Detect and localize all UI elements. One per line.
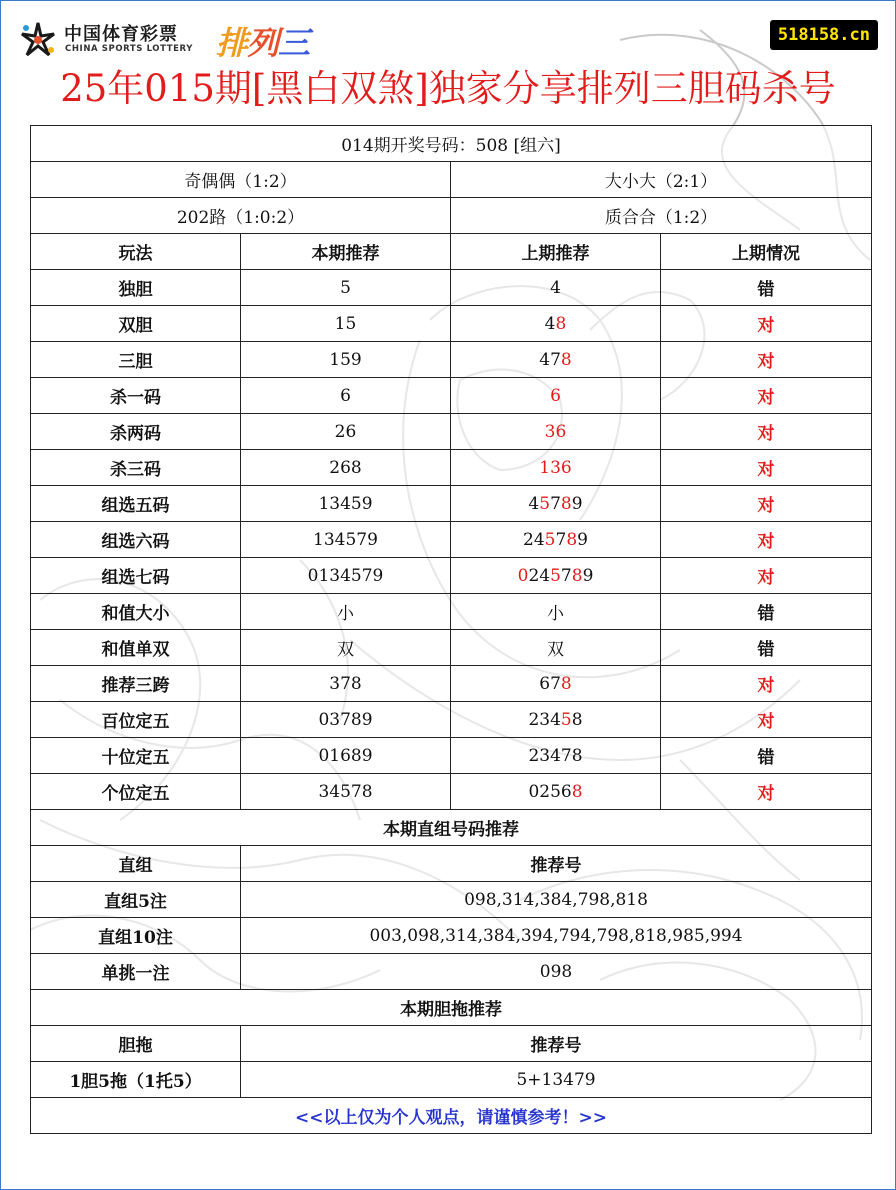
direct-numbers: 003,098,314,384,394,794,798,818,985,994 — [241, 918, 872, 954]
prediction-row — [31, 342, 872, 378]
play-type: 杀三码 — [31, 450, 241, 486]
previous-recommendation — [451, 414, 661, 450]
prediction-row — [31, 306, 872, 342]
prime-composite-pattern: 质合合（1:2） — [451, 198, 872, 234]
direct-row — [31, 954, 872, 990]
column-header-row — [31, 234, 872, 270]
previous-recommendation — [451, 738, 661, 774]
previous-result: 对 — [661, 558, 872, 594]
current-recommendation: 01689 — [241, 738, 451, 774]
play-type: 和值大小 — [31, 594, 241, 630]
play-type: 组选五码 — [31, 486, 241, 522]
current-recommendation: 34578 — [241, 774, 451, 810]
previous-result: 对 — [661, 306, 872, 342]
big-small-pattern: 大小大（2:1） — [451, 162, 872, 198]
miss-digits: 234 — [528, 709, 561, 730]
brand-wordmark: 排列三 — [216, 24, 310, 62]
hit-digits: 5 — [560, 709, 572, 730]
current-recommendation: 26 — [241, 414, 451, 450]
miss-digits: 4 — [528, 493, 540, 514]
miss-digits: 7 — [555, 529, 567, 550]
disclaimer-text: <<以上仅为个人观点，请谨慎参考！>> — [31, 1098, 872, 1134]
current-recommendation: 03789 — [241, 702, 451, 738]
current-recommendation: 378 — [241, 666, 451, 702]
drag-label: 1胆5拖（1托5） — [31, 1062, 241, 1098]
hit-digits: 36 — [544, 421, 567, 442]
prediction-row — [31, 378, 872, 414]
logo-english-text: CHINA SPORTS LOTTERY — [65, 44, 193, 54]
previous-result: 错 — [661, 630, 872, 666]
column-header: 玩法 — [31, 234, 241, 270]
column-header: 上期推荐 — [451, 234, 661, 270]
prediction-row — [31, 558, 872, 594]
direct-row — [31, 882, 872, 918]
previous-result: 对 — [661, 378, 872, 414]
previous-recommendation — [451, 306, 661, 342]
hit-digits: 5 — [550, 565, 561, 586]
previous-recommendation — [451, 702, 661, 738]
current-recommendation: 13459 — [241, 486, 451, 522]
miss-digits: 4 — [550, 277, 561, 298]
hit-digits: 5 — [544, 529, 556, 550]
previous-recommendation — [451, 522, 661, 558]
current-recommendation: 小 — [241, 594, 451, 630]
current-recommendation: 134579 — [241, 522, 451, 558]
hit-digits: 8 — [560, 349, 572, 370]
prediction-row — [31, 522, 872, 558]
hit-digits: 8 — [560, 673, 572, 694]
play-type: 百位定五 — [31, 702, 241, 738]
current-recommendation: 6 — [241, 378, 451, 414]
play-type: 双胆 — [31, 306, 241, 342]
previous-result: 对 — [661, 522, 872, 558]
current-recommendation: 0134579 — [241, 558, 451, 594]
play-type: 推荐三跨 — [31, 666, 241, 702]
direct-label: 直组5注 — [31, 882, 241, 918]
previous-recommendation — [451, 378, 661, 414]
current-recommendation: 159 — [241, 342, 451, 378]
direct-numbers: 098 — [241, 954, 872, 990]
page-title: 25年015期[黑白双煞]独家分享排列三胆码杀号 — [60, 67, 836, 110]
direct-section-title: 本期直组号码推荐 — [31, 810, 872, 846]
miss-digits: 24 — [528, 565, 551, 586]
hit-digits: 0 — [517, 565, 529, 586]
miss-digits: 7 — [560, 565, 572, 586]
previous-result: 对 — [661, 702, 872, 738]
odd-even-pattern: 奇偶偶（1:2） — [31, 162, 451, 198]
hit-digits: 8 — [555, 313, 567, 334]
prediction-row — [31, 414, 872, 450]
direct-col-header: 直组 — [31, 846, 241, 882]
previous-recommendation — [451, 774, 661, 810]
previous-recommendation — [451, 594, 661, 630]
current-recommendation: 5 — [241, 270, 451, 306]
miss-digits: 9 — [571, 493, 583, 514]
lottery-star-icon — [18, 20, 58, 60]
previous-recommendation — [451, 558, 661, 594]
previous-result: 对 — [661, 414, 872, 450]
miss-digits: 23478 — [528, 745, 583, 766]
china-sports-lottery-logo — [18, 18, 328, 62]
previous-recommendation — [451, 630, 661, 666]
previous-result: 对 — [661, 450, 872, 486]
hit-digits: 8 — [566, 529, 578, 550]
prediction-row — [31, 270, 872, 306]
previous-recommendation — [451, 666, 661, 702]
play-type: 组选七码 — [31, 558, 241, 594]
hit-digits: 6 — [550, 385, 561, 406]
drag-col-header: 推荐号 — [241, 1026, 872, 1062]
current-recommendation: 268 — [241, 450, 451, 486]
play-type: 和值单双 — [31, 630, 241, 666]
road-pattern: 202路（1:0:2） — [31, 198, 451, 234]
miss-digits: 8 — [571, 709, 583, 730]
miss-digits: 47 — [539, 349, 561, 370]
previous-recommendation — [451, 270, 661, 306]
previous-recommendation — [451, 450, 661, 486]
play-type: 十位定五 — [31, 738, 241, 774]
play-type: 杀两码 — [31, 414, 241, 450]
previous-result: 错 — [661, 270, 872, 306]
previous-result: 对 — [661, 486, 872, 522]
direct-label: 直组10注 — [31, 918, 241, 954]
column-header: 上期情况 — [661, 234, 872, 270]
hit-digits: 136 — [539, 457, 572, 478]
previous-result: 错 — [661, 594, 872, 630]
previous-result: 对 — [661, 774, 872, 810]
direct-numbers: 098,314,384,798,818 — [241, 882, 872, 918]
previous-recommendation — [451, 486, 661, 522]
site-badge[interactable]: 518158.cn — [770, 20, 878, 50]
previous-result: 对 — [661, 342, 872, 378]
direct-row — [31, 918, 872, 954]
previous-result: 对 — [661, 666, 872, 702]
current-recommendation: 15 — [241, 306, 451, 342]
prediction-row — [31, 486, 872, 522]
play-type: 独胆 — [31, 270, 241, 306]
current-recommendation: 双 — [241, 630, 451, 666]
drag-numbers: 5+13479 — [241, 1062, 872, 1098]
miss-digits: 67 — [539, 673, 561, 694]
miss-digits: 0256 — [528, 781, 572, 802]
prediction-row — [31, 450, 872, 486]
previous-recommendation — [451, 342, 661, 378]
column-header: 本期推荐 — [241, 234, 451, 270]
miss-digits: 9 — [577, 529, 588, 550]
prediction-row — [31, 702, 872, 738]
prediction-row — [31, 630, 872, 666]
miss-digits: 小 — [547, 604, 564, 624]
miss-digits: 4 — [544, 313, 556, 334]
play-type: 个位定五 — [31, 774, 241, 810]
hit-digits: 8 — [571, 565, 583, 586]
drag-row — [31, 1062, 872, 1098]
prediction-row — [31, 774, 872, 810]
miss-digits: 7 — [550, 493, 561, 514]
miss-digits: 24 — [523, 529, 545, 550]
hit-digits: 8 — [571, 781, 583, 802]
logo-chinese-text: 中国体育彩票 — [64, 24, 178, 45]
previous-draw-result: 014期开奖号码：508 [组六] — [31, 126, 872, 162]
miss-digits: 双 — [547, 640, 564, 660]
prediction-table — [30, 125, 872, 1134]
drag-section-title: 本期胆拖推荐 — [31, 990, 872, 1026]
drag-col-header: 胆拖 — [31, 1026, 241, 1062]
play-type: 组选六码 — [31, 522, 241, 558]
prediction-row — [31, 594, 872, 630]
direct-col-header: 推荐号 — [241, 846, 872, 882]
direct-label: 单挑一注 — [31, 954, 241, 990]
hit-digits: 5 — [539, 493, 551, 514]
play-type: 杀一码 — [31, 378, 241, 414]
play-type: 三胆 — [31, 342, 241, 378]
miss-digits: 9 — [582, 565, 594, 586]
previous-result: 错 — [661, 738, 872, 774]
hit-digits: 8 — [560, 493, 572, 514]
prediction-row — [31, 666, 872, 702]
prediction-row — [31, 738, 872, 774]
